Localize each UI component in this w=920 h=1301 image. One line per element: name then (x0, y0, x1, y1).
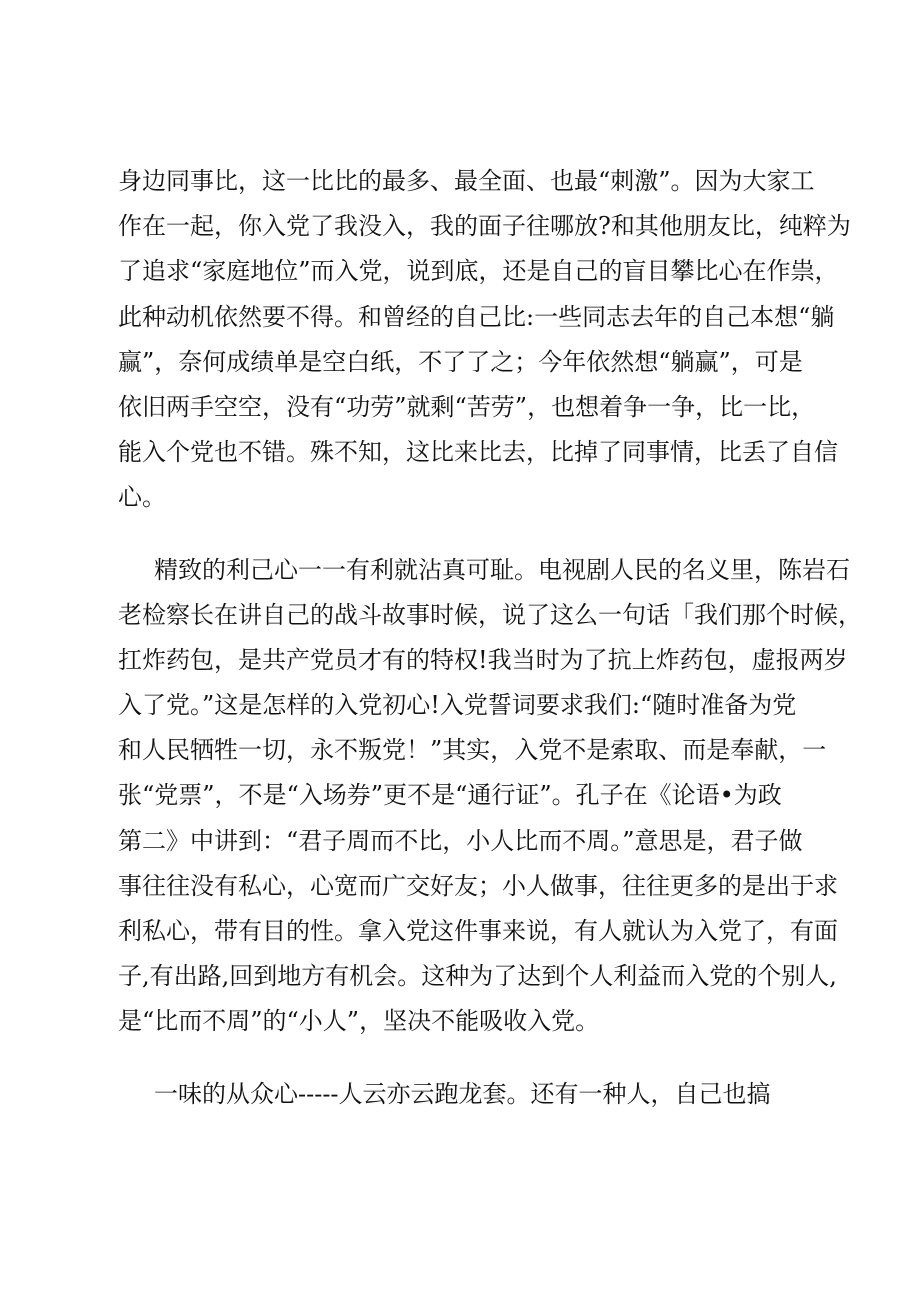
paragraph-line: 老检察长在讲自己的战斗故事时候，说了这么一句话「我们那个时候， (118, 600, 862, 629)
paragraph-line: 是“比而不周”的“小人”，坚决不能吸收入党。 (118, 1007, 600, 1036)
paragraph-line: 和人民牺牲一切，永不叛党！”其实，入党不是索取、而是奉献，一 (118, 736, 827, 765)
paragraph-1 (118, 159, 851, 521)
paragraph-line: 子,有出路,回到地方有机会。这种为了达到个人利益而入党的个别人, (118, 962, 837, 991)
paragraph-3 (118, 1072, 818, 1117)
paragraph-line: 扛炸药包，是共产党员才有的特权!我当时为了抗上炸药包，虚报两岁 (118, 645, 848, 674)
paragraph-line: 了追求“家庭地位”而入党，说到底，还是自己的盲目攀比心在作祟， (118, 257, 839, 286)
paragraph-line: 张“党票”，不是“入场券”更不是“通行证”。孔子在《论语•为政 (118, 781, 782, 810)
paragraph-spacer (118, 521, 818, 548)
paragraph-line: 作在一起，你入党了我没入，我的面子往哪放?和其他朋友比，纯粹为 (118, 212, 851, 241)
paragraph-line: 能入个党也不错。殊不知，这比来比去，比掉了同事情，比丢了自信 (118, 438, 838, 467)
paragraph-line: 事往往没有私心，心宽而广交好友；小人做事，往往更多的是出于求 (118, 871, 838, 900)
paragraph-line: 入了党。”这是怎样的入党初心!入党誓词要求我们:“随时准备为党 (118, 691, 797, 720)
paragraph-line: 赢”，奈何成绩单是空白纸，不了了之；今年依然想“躺赢”，可是 (118, 347, 803, 376)
paragraph-line: 精致的利己心一一有利就沾真可耻。电视剧人民的名义里，陈岩石 (154, 555, 850, 584)
paragraph-spacer (118, 1045, 818, 1072)
paragraph-line: 依旧两手空空，没有“功劳”就剩“苦劳”，也想着争一争，比一比， (118, 392, 816, 421)
paragraph-line: 利私心，带有目的性。拿入党这件事来说，有人就认为入党了，有面 (118, 917, 838, 945)
paragraph-line: 身边同事比，这一比比的最多、最全面、也最“刺激”。因为大家工 (118, 167, 815, 195)
paragraph-line: 心。 (118, 483, 166, 512)
paragraph-line: 第二》中讲到：“君子周而不比，小人比而不周。”意思是，君子做 (118, 826, 803, 855)
paragraph-line: 一味的从众心-----人云亦云跑龙套。还有一种人，自己也搞 (154, 1079, 771, 1108)
paragraph-2 (118, 548, 862, 1045)
paragraph-line: 此种动机依然要不得。和曾经的自己比:一些同志去年的自己本想“躺 (118, 302, 835, 331)
document-body (118, 159, 862, 1117)
